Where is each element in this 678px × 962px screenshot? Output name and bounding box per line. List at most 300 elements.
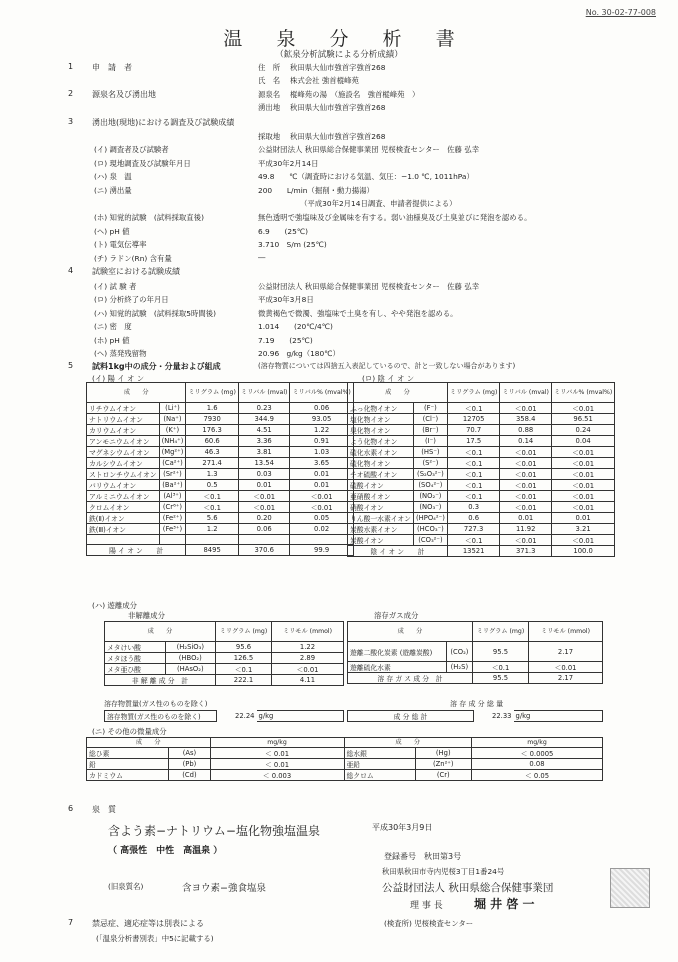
anion-title: (ロ) 陰 イ オ ン xyxy=(362,374,415,383)
trace-table xyxy=(86,737,603,781)
anion-mval-percent: ＜0.01 xyxy=(551,447,614,458)
anion-row xyxy=(348,458,615,469)
trace-name: カドミウム xyxy=(87,770,169,781)
trace-header-unit-left: mg/kg xyxy=(210,738,344,748)
trace-table-body xyxy=(87,748,603,781)
s4-row-value: 20.96 g/kg（180℃） xyxy=(258,349,340,358)
cation-mval-percent: 0.91 xyxy=(290,436,353,447)
cation-mval-value: 13.54 xyxy=(238,458,290,469)
s3-row-value: 6.9 (25℃) xyxy=(258,226,309,236)
anion-mg-value: ＜0.1 xyxy=(447,403,500,414)
s4-row-key: (ヘ) 蒸発残留物 xyxy=(94,349,147,358)
page-title: 温 泉 分 析 書 xyxy=(223,28,469,50)
cation-header-mvalp: ミリバル% (mval%) xyxy=(290,383,353,403)
s4-row-value: 1.014 (20℃/4℃) xyxy=(258,322,333,332)
cation-mval-value: ＜0.01 xyxy=(238,491,290,502)
source-name: 樅峰苑の湯 （施設名 強首樅峰苑 ） xyxy=(290,90,420,99)
anion-header-mvalp: ミリバル% (mval%) xyxy=(551,383,614,403)
cation-ion-name: ストロンチウムイオン xyxy=(87,469,160,480)
anion-mval-percent: ＜0.01 xyxy=(551,502,614,513)
dissolved-matter-title: 溶存物質量(ガス性のものを除く) xyxy=(104,700,208,708)
section-6-label: 泉 質 xyxy=(92,805,116,814)
nondiss-total-mg: 222.1 xyxy=(216,675,272,686)
gas-header-row xyxy=(348,622,603,642)
dissolved-matter-table xyxy=(104,710,344,722)
s3-row-key: (ハ) 泉 温 xyxy=(94,172,132,182)
gas-mg-value: ＜0.1 xyxy=(473,662,529,673)
anion-mval-value: 0.01 xyxy=(500,513,552,524)
section-3-label: 湧出地(現地)における調査及び試験成績 xyxy=(92,118,235,127)
cation-ion-symbol: (Fe³⁺) xyxy=(159,524,186,535)
anion-mval-percent: ＜0.01 xyxy=(551,458,614,469)
anion-total-row xyxy=(348,546,615,557)
anion-ion-name: チオ硫酸イオン xyxy=(348,469,414,480)
cation-ion-symbol: (Ba²⁺) xyxy=(159,480,186,491)
cation-mval-value: ＜0.01 xyxy=(238,502,290,513)
anion-ion-symbol: (S²⁻) xyxy=(413,458,447,469)
free-components-title: (ハ) 遊離成分 xyxy=(92,601,138,610)
nondiss-total-mmol: 4.11 xyxy=(272,675,344,686)
s3-row-key: (ニ) 湧出量 xyxy=(94,185,132,195)
anion-mg-value: ＜0.1 xyxy=(447,469,500,480)
anion-row xyxy=(348,524,615,535)
nondiss-mmol-value: 2.89 xyxy=(272,653,344,664)
anion-mval-percent: ＜0.01 xyxy=(551,469,614,480)
anion-ion-symbol: (Cl⁻) xyxy=(413,414,447,425)
nondiss-mg-value: 126.5 xyxy=(216,653,272,664)
s3-row-key: (ロ) 現地調査及び試験年月日 xyxy=(94,158,191,168)
cation-mval-value: 344.9 xyxy=(238,414,290,425)
cation-row xyxy=(87,469,354,480)
anion-ion-name: 亜硝酸イオン xyxy=(348,491,414,502)
trace-value: 0.08 xyxy=(472,759,603,770)
anion-mval-percent: ＜0.01 xyxy=(551,535,614,546)
anion-mval-percent: ＜0.01 xyxy=(551,491,614,502)
nondiss-mg-value: 95.6 xyxy=(216,642,272,653)
nondiss-row xyxy=(105,653,344,664)
cation-mval-percent: ＜0.01 xyxy=(290,491,353,502)
section-2-label: 源泉名及び湧出地 xyxy=(92,90,156,99)
s3-row-key: (ト) 電気伝導率 xyxy=(94,240,147,250)
anion-mval-value: ＜0.01 xyxy=(500,480,552,491)
cation-total-label: 陽 イ オ ン 計 xyxy=(87,545,186,556)
cation-table-header xyxy=(87,383,354,403)
cation-mval-percent: 3.65 xyxy=(290,458,353,469)
s4-row-value: 7.19 (25℃) xyxy=(258,335,313,345)
trace-header-unit-right: mg/kg xyxy=(472,738,603,748)
trace-symbol: (Cr) xyxy=(415,770,472,781)
s4-row-key: (イ) 試 験 者 xyxy=(94,282,137,291)
anion-mval-percent: 0.24 xyxy=(551,425,614,436)
cation-row xyxy=(87,403,354,414)
s3-row-key: (ヘ) pH 値 xyxy=(94,226,130,236)
cation-row xyxy=(87,480,354,491)
anion-row xyxy=(348,491,615,502)
anion-ion-name: 硝酸イオン xyxy=(348,502,414,513)
cation-ion-symbol: (K⁺) xyxy=(159,425,186,436)
anion-mg-value: ＜0.1 xyxy=(447,480,500,491)
cation-row xyxy=(87,414,354,425)
cation-mval-percent: 0.06 xyxy=(290,403,353,414)
anion-ion-symbol: (CO₃²⁻) xyxy=(413,535,447,546)
anion-table-body xyxy=(348,403,615,557)
anion-mg-value: ＜0.1 xyxy=(447,447,500,458)
anion-total-value: 100.0 xyxy=(551,546,614,557)
cation-mval-percent: ＜0.01 xyxy=(290,502,353,513)
trace-symbol: (Cd) xyxy=(169,770,210,781)
anion-ion-symbol: (S₂O₃²⁻) xyxy=(413,469,447,480)
cation-ion-symbol: (Li⁺) xyxy=(159,403,186,414)
anion-row xyxy=(348,513,615,524)
cation-row xyxy=(87,425,354,436)
cation-mg-value: 271.4 xyxy=(186,458,239,469)
document-number: No. 30-02-77-008 xyxy=(585,8,656,17)
cation-table-body xyxy=(87,403,354,556)
gas-name: 遊離二酸化炭素 (遊離炭酸) xyxy=(348,642,447,662)
cation-mg-value: 176.3 xyxy=(186,425,239,436)
inspection-office: (検査所) 児桜検査センター xyxy=(384,919,474,928)
cation-row xyxy=(87,535,354,545)
cation-mg-value: 7930 xyxy=(186,414,239,425)
cation-row xyxy=(87,502,354,513)
s3-row-value: 49.8 ℃（調査時における気温、気圧：−1.0 ℃, 1011hPa） xyxy=(258,172,474,182)
trace-header-component-left: 成 分 xyxy=(87,738,211,748)
cation-total-value: 8495 xyxy=(186,545,239,556)
anion-header-mg: ミリグラム (mg) xyxy=(447,383,500,403)
anion-row xyxy=(348,425,615,436)
cation-ion-name: リチウムイオン xyxy=(87,403,160,414)
organization-name: 公益財団法人 秋田県総合保健事業団 xyxy=(382,882,554,894)
s4-row-key: (ホ) pH 値 xyxy=(94,335,130,345)
cation-mg-value: ＜0.1 xyxy=(186,502,239,513)
section-6-number: 6 xyxy=(68,804,74,813)
dissolved-matter-value: 22.24 xyxy=(235,712,255,720)
representative-name: 堀 井 啓 一 xyxy=(474,897,535,911)
anion-mg-value: 727.3 xyxy=(447,524,500,535)
cation-table xyxy=(86,382,354,556)
cation-header-mval: ミリバル (mval) xyxy=(238,383,290,403)
gas-table-body xyxy=(348,642,603,684)
anion-mval-value: 0.88 xyxy=(500,425,552,436)
s3-row-value: ― xyxy=(258,252,266,262)
cation-ion-name: バリウムイオン xyxy=(87,480,160,491)
anion-mval-value: ＜0.01 xyxy=(500,535,552,546)
s4-row-value: 微黄褐色で微濁、強塩味で土臭を有し、やや発泡を認める。 xyxy=(258,308,458,318)
cation-mval-percent: 1.03 xyxy=(290,447,353,458)
cation-ion-name: 鉄(Ⅲ)イオン xyxy=(87,524,160,535)
section-7-label: 禁忌症、適応症等は別表による xyxy=(92,919,204,928)
trace-value: ＜ 0.003 xyxy=(210,770,344,781)
anion-table-header xyxy=(348,383,615,403)
s3-row-key: (イ) 調査者及び試験者 xyxy=(94,145,169,154)
page-subtitle: （鉱泉分析試験による分析成績） xyxy=(275,50,403,60)
s4-row-key: (ニ) 密 度 xyxy=(94,322,132,332)
section-5-note: (溶存物質については四捨五入表記しているので、計と一致しない場合があります) xyxy=(258,362,516,370)
anion-mg-value: 17.5 xyxy=(447,436,500,447)
registration-address: 秋田県秋田市寺内児桜3丁目1番24号 xyxy=(382,867,505,876)
nondiss-header-row xyxy=(105,622,344,642)
cation-row xyxy=(87,524,354,535)
cation-mval-value: 4.51 xyxy=(238,425,290,436)
nondiss-row xyxy=(105,664,344,675)
gas-mmol-value: 2.17 xyxy=(529,642,603,662)
gas-name: 遊離硫化水素 xyxy=(348,662,447,673)
gas-mmol-value: ＜0.01 xyxy=(529,662,603,673)
trace-value: ＜ 0.05 xyxy=(472,770,603,781)
sampling-site: 秋田県大仙市強首字強首268 xyxy=(290,132,386,141)
anion-mg-value: ＜0.1 xyxy=(447,535,500,546)
nondiss-header-mg: ミリグラム (mg) xyxy=(216,622,272,642)
cation-row xyxy=(87,458,354,469)
dissolved-matter-key: 溶存物質(ガス性のものを除く) xyxy=(105,711,217,722)
issue-date: 平成30年3月9日 xyxy=(372,823,433,832)
trace-header-row xyxy=(87,738,603,748)
non-dissociated-table xyxy=(104,621,344,686)
spring-quality: 含よう素−ナトリウム−塩化物強塩温泉 xyxy=(108,824,320,838)
nondiss-header-mmol: ミリモル (mmol) xyxy=(272,622,344,642)
old-quality: 含ヨウ素−強食塩泉 xyxy=(182,883,266,894)
gas-symbol: (H₂S) xyxy=(446,662,472,673)
cation-mval-percent: 0.02 xyxy=(290,524,353,535)
trace-row xyxy=(87,759,603,770)
anion-mval-percent: 3.21 xyxy=(551,524,614,535)
anion-row xyxy=(348,502,615,513)
section-4-number: 4 xyxy=(68,266,74,275)
nondiss-name: メタほう酸 xyxy=(105,653,166,664)
cation-ion-symbol xyxy=(159,535,186,545)
nondiss-total-row xyxy=(105,675,344,686)
cation-mval-percent: 0.01 xyxy=(290,480,353,491)
anion-mval-percent: 0.01 xyxy=(551,513,614,524)
cation-mg-value: 60.6 xyxy=(186,436,239,447)
anion-ion-symbol: (I⁻) xyxy=(413,436,447,447)
anion-mval-value: ＜0.01 xyxy=(500,469,552,480)
cation-ion-name: ナトリウムイオン xyxy=(87,414,160,425)
cation-ion-name: カルシウムイオン xyxy=(87,458,160,469)
trace-symbol: (Hg) xyxy=(415,748,472,759)
cation-mg-value: 0.5 xyxy=(186,480,239,491)
s4-row-key: (ハ) 知覚的試験 (試料採取5時間後) xyxy=(94,308,217,318)
trace-symbol: (Pb) xyxy=(169,759,210,770)
dissolved-matter-row xyxy=(105,711,344,722)
anion-mval-percent: ＜0.01 xyxy=(551,403,614,414)
applicant-address: 秋田県大仙市強首字強首268 xyxy=(290,63,386,72)
anion-ion-name: 炭酸水素イオン xyxy=(348,524,414,535)
anion-row xyxy=(348,436,615,447)
section-7-note: (「温泉分析書別表」中5に記載する) xyxy=(96,934,214,943)
cation-ion-name: クロムイオン xyxy=(87,502,160,513)
anion-ion-name: 硫化水素イオン xyxy=(348,447,414,458)
anion-ion-symbol: (HS⁻) xyxy=(413,447,447,458)
nondiss-mmol-value: 1.22 xyxy=(272,642,344,653)
anion-mg-value: ＜0.1 xyxy=(447,458,500,469)
anion-mval-value: 358.4 xyxy=(500,414,552,425)
anion-mval-value: 0.14 xyxy=(500,436,552,447)
anion-ion-name: 塩化物イオン xyxy=(348,414,414,425)
section-1-label: 申 請 者 xyxy=(92,63,132,72)
section-1-number: 1 xyxy=(68,62,74,71)
cation-ion-name: 鉄(Ⅱ)イオン xyxy=(87,513,160,524)
trace-value: ＜ 0.01 xyxy=(210,759,344,770)
source-location-key: 湧出地 xyxy=(258,103,281,112)
anion-ion-name: りん酸一水素イオン xyxy=(348,513,414,524)
anion-row xyxy=(348,414,615,425)
gas-mg-value: 95.5 xyxy=(473,642,529,662)
trace-name: 総ひ素 xyxy=(87,748,169,759)
gas-total-row xyxy=(348,673,603,684)
anion-mval-value: ＜0.01 xyxy=(500,447,552,458)
anion-mg-value: ＜0.1 xyxy=(447,491,500,502)
cation-ion-name: カリウムイオン xyxy=(87,425,160,436)
section-5-number: 5 xyxy=(68,361,74,370)
cation-ion-symbol: (Al³⁺) xyxy=(159,491,186,502)
dissolved-matter-unit: g/kg xyxy=(257,711,344,722)
cation-mval-percent: 0.05 xyxy=(290,513,353,524)
gas-header-component: 成 分 xyxy=(348,622,473,642)
cation-mval-value xyxy=(238,535,290,545)
cation-total-row xyxy=(87,545,354,556)
anion-ion-name: よう化物イオン xyxy=(348,436,414,447)
anion-mval-value: ＜0.01 xyxy=(500,502,552,513)
anion-header-mval: ミリバル (mval) xyxy=(500,383,552,403)
s3-row-value: 無色透明で強塩味及び金属味を有する。弱い油様臭及び土臭並びに発泡を認める。 xyxy=(258,213,532,222)
gas-row xyxy=(348,642,603,662)
anion-mval-value: ＜0.01 xyxy=(500,491,552,502)
cation-header-mg: ミリグラム (mg) xyxy=(186,383,239,403)
section-7-number: 7 xyxy=(68,918,74,927)
anion-mg-value: 70.7 xyxy=(447,425,500,436)
section-2-number: 2 xyxy=(68,89,74,98)
cation-row xyxy=(87,447,354,458)
nondiss-symbol: (HBO₂) xyxy=(165,653,215,664)
applicant-name: 株式会社 強首樅峰苑 xyxy=(290,76,359,85)
cation-ion-symbol: (Mg²⁺) xyxy=(159,447,186,458)
anion-ion-symbol: (NO₃⁻) xyxy=(413,502,447,513)
nondiss-symbol: (H₂SiO₃) xyxy=(165,642,215,653)
trace-value: ＜ 0.01 xyxy=(210,748,344,759)
anion-total-label: 陰 イ オ ン 計 xyxy=(348,546,448,557)
anion-ion-name: 硫化物イオン xyxy=(348,458,414,469)
trace-name: 亜鉛 xyxy=(344,759,415,770)
anion-ion-symbol: (F⁻) xyxy=(413,403,447,414)
section-5-label: 試料1kg中の成分・分量および組成 xyxy=(92,362,221,371)
source-name-key: 源泉名 xyxy=(258,90,281,99)
nondiss-name: メタけい酸 xyxy=(105,642,166,653)
trace-name: 鉛 xyxy=(87,759,169,770)
anion-mval-value: 11.92 xyxy=(500,524,552,535)
anion-ion-symbol: (NO₂⁻) xyxy=(413,491,447,502)
cation-ion-name: アンモニウムイオン xyxy=(87,436,160,447)
anion-ion-name: 炭酸イオン xyxy=(348,535,414,546)
total-components-title: 溶 存 成 分 総 量 xyxy=(450,700,504,708)
nondiss-total-label: 非 解 離 成 分 計 xyxy=(105,675,216,686)
cation-mg-value: 1.6 xyxy=(186,403,239,414)
s4-row-key: (ロ) 分析終了の年月日 xyxy=(94,295,169,305)
cation-ion-symbol: (Sr²⁺) xyxy=(159,469,186,480)
representative-title: 理 事 長 xyxy=(410,901,443,911)
total-components-table xyxy=(347,710,603,722)
anion-mg-value: 0.3 xyxy=(447,502,500,513)
s3-row-value: （平成30年2月14日調査、申請者提供による） xyxy=(300,199,457,209)
trace-symbol: (As) xyxy=(169,748,210,759)
cation-mval-percent: 1.22 xyxy=(290,425,353,436)
cation-mval-percent: 0.01 xyxy=(290,469,353,480)
anion-mg-value: 0.6 xyxy=(447,513,500,524)
cation-mg-value: 1.3 xyxy=(186,469,239,480)
trace-title: (ニ) その他の微量成分 xyxy=(92,727,167,736)
s3-row-key: (ホ) 知覚的試験 (試料採取直後) xyxy=(94,213,204,222)
total-components-value: 22.33 xyxy=(492,712,512,720)
gas-header-mg: ミリグラム (mg) xyxy=(473,622,529,642)
total-components-key: 成 分 総 計 xyxy=(348,711,474,722)
cation-ion-name xyxy=(87,535,160,545)
cation-total-value: 99.9 xyxy=(290,545,353,556)
cation-mval-percent xyxy=(290,535,353,545)
cation-mval-value: 0.20 xyxy=(238,513,290,524)
anion-ion-symbol: (SO₄²⁻) xyxy=(413,480,447,491)
total-components-unit: g/kg xyxy=(514,711,603,722)
nondiss-mg-value: ＜0.1 xyxy=(216,664,272,675)
cation-mg-value: ＜0.1 xyxy=(186,491,239,502)
anion-total-value: 371.3 xyxy=(500,546,552,557)
cation-mval-percent: 93.05 xyxy=(290,414,353,425)
gas-row xyxy=(348,662,603,673)
cation-ion-symbol: (Na⁺) xyxy=(159,414,186,425)
s4-row-value: 公益財団法人 秋田県総合保健事業団 児桜検査センター 佐藤 弘幸 xyxy=(258,282,480,291)
gas-total-label: 溶 存 ガ ス 成 分 計 xyxy=(348,673,473,684)
anion-header-component: 成 分 xyxy=(348,383,448,403)
gas-total-mmol: 2.17 xyxy=(529,673,603,684)
anion-row xyxy=(348,469,615,480)
anion-ion-symbol: (HCO₃⁻) xyxy=(413,524,447,535)
nondiss-mmol-value: ＜0.01 xyxy=(272,664,344,675)
anion-ion-symbol: (HPO₄²⁻) xyxy=(413,513,447,524)
sampling-site-key: 採取地 xyxy=(258,132,281,141)
trace-row xyxy=(87,770,603,781)
anion-row xyxy=(348,535,615,546)
anion-row xyxy=(348,480,615,491)
spring-quality-sub: （ 高張性 中性 高温泉 ） xyxy=(108,846,223,856)
cation-ion-name: マグネシウムイオン xyxy=(87,447,160,458)
anion-mval-percent: 0.04 xyxy=(551,436,614,447)
anion-total-value: 13521 xyxy=(447,546,500,557)
nondiss-table-body xyxy=(105,642,344,686)
cation-mval-value: 0.03 xyxy=(238,469,290,480)
s3-row-key: (チ) ラドン(Rn) 含有量 xyxy=(94,253,172,263)
cation-mval-value: 0.01 xyxy=(238,480,290,491)
cation-mg-value: 46.3 xyxy=(186,447,239,458)
section-4-label: 試験室における試験成績 xyxy=(92,267,180,276)
trace-symbol: (Zn²⁺) xyxy=(415,759,472,770)
cation-ion-symbol: (Cr⁶⁺) xyxy=(159,502,186,513)
nondiss-name: メタ亜ひ酸 xyxy=(105,664,166,675)
s3-row-value: 200 L/min（掘削・動力揚湯） xyxy=(258,185,374,195)
cation-mval-value: 0.06 xyxy=(238,524,290,535)
anion-mval-percent: 96.51 xyxy=(551,414,614,425)
gas-header-mmol: ミリモル (mmol) xyxy=(529,622,603,642)
non-dissociated-title: 非解離成分 xyxy=(128,611,165,620)
registration-number: 登録番号 秋田第3号 xyxy=(384,852,462,861)
cation-mval-value: 3.81 xyxy=(238,447,290,458)
dissolved-gas-table xyxy=(347,621,603,684)
trace-header-component-right: 成 分 xyxy=(344,738,472,748)
cation-row xyxy=(87,513,354,524)
cation-ion-symbol: (Fe²⁺) xyxy=(159,513,186,524)
trace-name: 総水銀 xyxy=(344,748,415,759)
anion-mval-value: ＜0.01 xyxy=(500,458,552,469)
cation-mval-value: 0.23 xyxy=(238,403,290,414)
trace-row xyxy=(87,748,603,759)
